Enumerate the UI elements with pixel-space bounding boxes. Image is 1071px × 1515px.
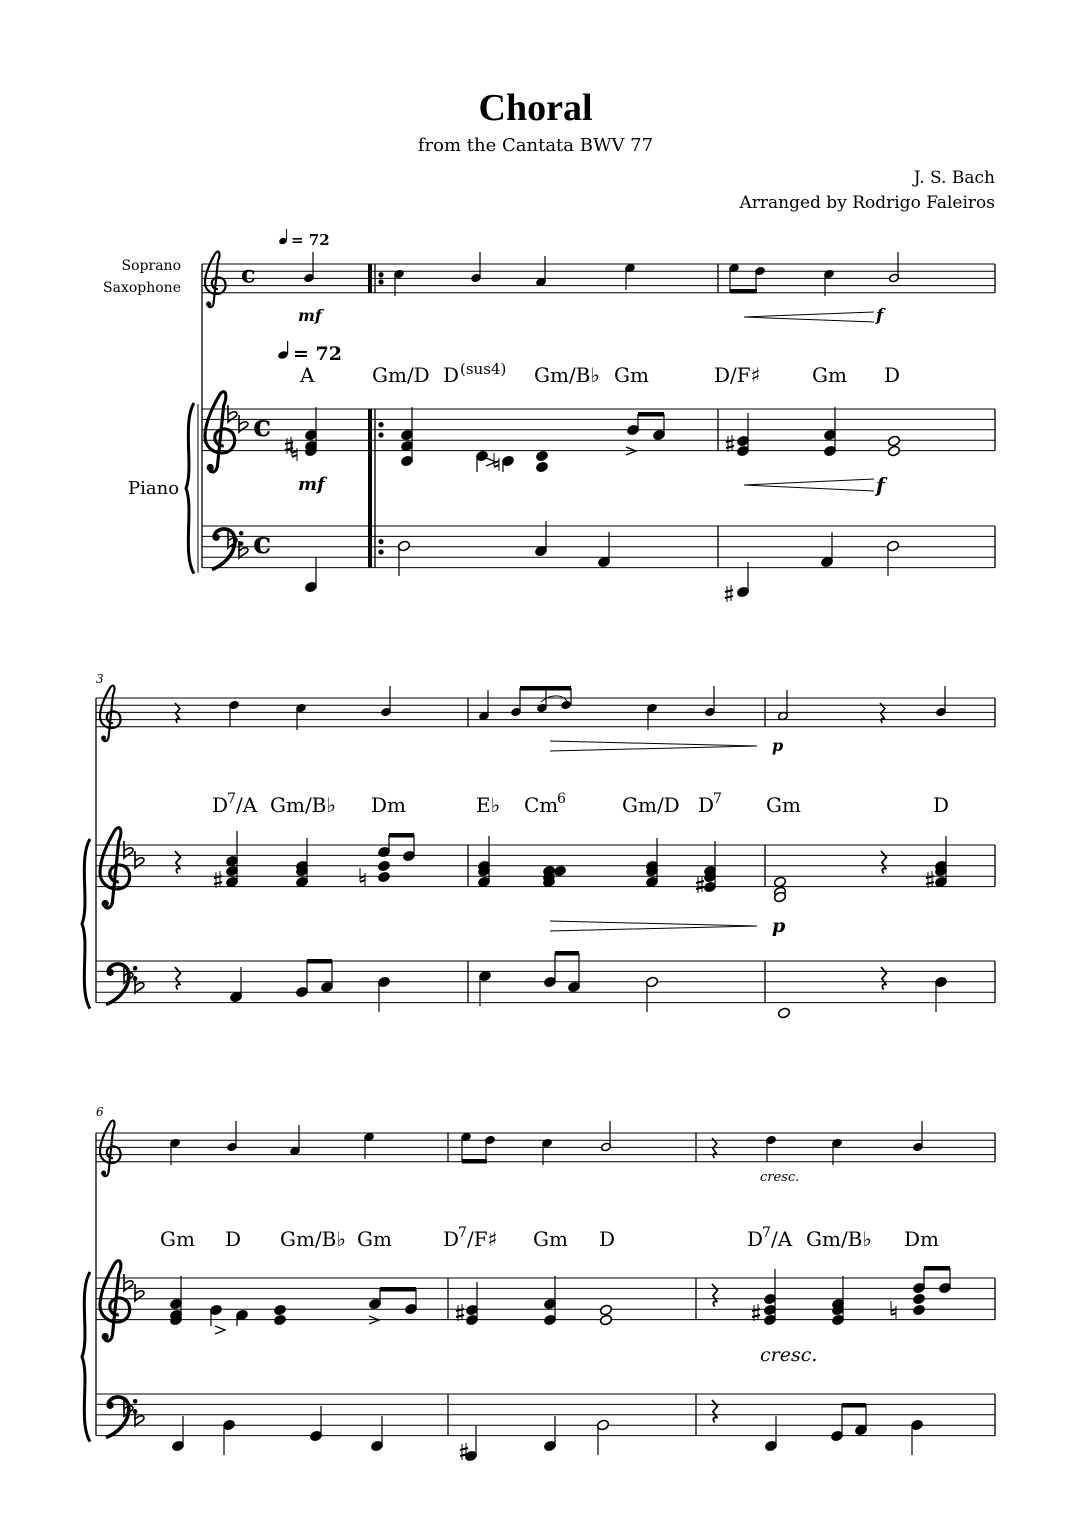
half-note-head <box>887 445 900 457</box>
chord-symbol-superscript: 7 <box>458 1225 467 1241</box>
treble-clef <box>100 1121 121 1177</box>
bass-clef <box>106 1397 137 1438</box>
title: Choral <box>478 87 593 129</box>
chord-symbol: D <box>212 793 229 817</box>
beam <box>638 412 664 417</box>
piano-brace <box>186 403 194 574</box>
crescendo-hairpin <box>744 312 874 322</box>
arranger: Arranged by Rodrigo Faleiros <box>739 193 995 213</box>
beam <box>462 1159 487 1164</box>
note-head <box>553 865 566 877</box>
chord-symbol: Dm <box>904 1227 939 1251</box>
bass-clef-dot <box>133 966 138 971</box>
chord-symbol: D <box>747 1227 764 1251</box>
note-head <box>377 860 390 872</box>
chord-symbol: Gm <box>766 793 801 817</box>
rest-path <box>175 851 180 874</box>
chord-symbol: /F♯ <box>467 1227 498 1251</box>
natural-sign <box>891 1301 896 1319</box>
chord-symbols-system-2 <box>212 791 949 817</box>
sharp-sign <box>726 435 734 452</box>
dynamic-cresc: cresc. <box>760 1344 818 1366</box>
piano-brace <box>82 839 90 1009</box>
natural-stroke <box>292 455 297 457</box>
subtitle: from the Cantata BWV 77 <box>417 135 654 156</box>
repeat-dot <box>379 433 383 437</box>
dynamic-p: p <box>772 736 784 755</box>
chord-symbol: Gm/B♭ <box>534 363 600 387</box>
chord-symbol: Cm <box>524 793 559 817</box>
common-time: c <box>241 259 256 289</box>
common-time: c <box>253 409 272 445</box>
treble-clef-dot <box>206 302 211 307</box>
note-head <box>273 1304 286 1316</box>
chord-symbol: D <box>933 793 950 817</box>
tempo-text-sax: = 72 <box>291 231 330 249</box>
beam <box>307 959 332 964</box>
sharp-stroke <box>725 596 733 598</box>
common-time: c <box>253 526 272 562</box>
note-head <box>377 871 390 883</box>
chord-symbol: Gm/B♭ <box>280 1227 346 1251</box>
notes <box>169 252 951 1462</box>
tempo-text-piano: = 72 <box>293 343 342 365</box>
chord-symbol: Dm <box>371 793 406 817</box>
sharp-sign <box>214 871 222 888</box>
bass-clef-dot <box>107 1402 114 1409</box>
chord-symbol: Gm/D <box>372 363 430 387</box>
piano-brace <box>82 1272 90 1442</box>
dynamic-f: f <box>876 306 884 326</box>
note-head <box>912 1293 925 1305</box>
instrument-label-sax-1: Soprano <box>121 258 181 274</box>
quarter-rest <box>712 1284 717 1307</box>
sharp-sign <box>696 876 704 893</box>
bass-clef-dot <box>107 969 114 976</box>
chord-symbol: D <box>225 1227 242 1251</box>
chord-symbol: /A <box>236 793 258 817</box>
natural-stroke <box>891 1313 896 1315</box>
chord-symbol: Gm <box>357 1227 392 1251</box>
repeat-dot <box>379 550 383 554</box>
beam <box>555 951 579 956</box>
note-head <box>912 1304 925 1316</box>
treble-clef-dot <box>207 464 214 471</box>
sharp-stroke <box>725 590 733 592</box>
treble-clef <box>205 252 226 308</box>
half-note-head <box>887 435 900 447</box>
chord-symbol-superscript: (sus4) <box>460 360 507 378</box>
chord-symbol-superscript: 7 <box>227 791 236 807</box>
quarter-rest <box>881 967 886 990</box>
dynamic-mf: mf <box>298 306 322 325</box>
composer: J. S. Bach <box>913 168 995 188</box>
treble-clef-path <box>205 252 226 308</box>
sharp-stroke <box>456 1315 464 1317</box>
accent-mark <box>215 1326 225 1334</box>
slur <box>541 696 567 702</box>
repeat-dot <box>379 423 383 427</box>
natural-sign <box>360 868 365 886</box>
rest-path <box>881 967 886 990</box>
note-head <box>535 461 548 473</box>
decrescendo-hairpin <box>550 741 757 751</box>
chord-symbol: Gm/B♭ <box>806 1227 872 1251</box>
chord-symbol: D <box>443 363 460 387</box>
natural-stroke <box>292 451 297 453</box>
beam <box>924 1266 950 1271</box>
sharp-sign <box>456 1304 464 1321</box>
chord-symbols-system-3 <box>160 1225 939 1251</box>
chord-symbol: Gm <box>160 1227 195 1251</box>
dynamic-cresc: cresc. <box>760 1170 800 1185</box>
chord-symbol: Gm <box>614 363 649 387</box>
bass-clef <box>106 964 137 1005</box>
beam <box>730 289 757 294</box>
sharp-stroke <box>696 881 704 883</box>
sharp-stroke <box>696 887 704 889</box>
half-note-head <box>599 1304 612 1316</box>
half-note-head <box>777 1007 790 1019</box>
chord-symbol-superscript: 7 <box>762 1225 771 1241</box>
half-note-head <box>599 1314 612 1326</box>
sharp-stroke <box>214 882 222 884</box>
sharp-sign <box>752 1304 760 1321</box>
chord-symbol: Gm/B♭ <box>270 793 336 817</box>
quarter-rest <box>175 967 180 990</box>
dynamic-p: p <box>772 915 786 937</box>
chord-symbol: Gm/D <box>622 793 680 817</box>
sharp-sign <box>926 871 934 888</box>
treble-clef-dot <box>102 900 109 907</box>
dynamic-mf: mf <box>298 474 325 495</box>
chord-symbol: A <box>300 363 315 387</box>
repeat-dot <box>379 273 383 277</box>
quarter-rest <box>175 851 180 874</box>
treble-clef-dot <box>101 736 106 741</box>
chord-symbol: E♭ <box>476 793 501 817</box>
beam <box>842 1403 866 1408</box>
rest-path <box>712 1400 717 1423</box>
natural-sign <box>292 443 297 461</box>
chord-symbol: D/F♯ <box>714 363 761 387</box>
bass-clef-dot <box>213 534 220 541</box>
note-head <box>561 700 572 709</box>
beam <box>380 1287 416 1292</box>
sharp-stroke <box>926 882 934 884</box>
rest-path <box>881 851 886 874</box>
chord-symbols-system-1 <box>299 360 900 387</box>
chord-symbol-superscript: 6 <box>557 791 566 807</box>
treble-clef <box>100 686 121 742</box>
treble-clef <box>100 1261 130 1341</box>
quarter-rest <box>712 1400 717 1423</box>
sharp-stroke <box>726 446 734 448</box>
treble-clef-path <box>205 392 235 472</box>
instrument-label-sax-2: Saxophone <box>103 280 181 296</box>
sharp-sign <box>725 585 733 602</box>
treble-clef <box>100 828 130 908</box>
instrument-label-piano: Piano <box>128 478 180 499</box>
tempo-marking-sax <box>278 229 329 249</box>
crescendo-hairpin <box>744 479 874 491</box>
beam <box>389 833 414 838</box>
repeat-dot <box>379 540 383 544</box>
measure-number-3: 3 <box>96 672 104 686</box>
treble-clef-dot <box>101 1171 106 1176</box>
treble-clef-path <box>100 1121 121 1177</box>
bass-clef-dot <box>239 531 244 536</box>
treble-clef-path <box>100 828 130 908</box>
tempo-marking-piano <box>277 341 342 365</box>
rest-path <box>175 967 180 990</box>
rest-path <box>712 1284 717 1307</box>
chord-symbol: D <box>698 793 715 817</box>
treble-clef <box>205 392 235 472</box>
repeat-dot <box>379 280 383 284</box>
bass-clef-dot <box>133 1399 138 1404</box>
chord-symbol: D <box>443 1227 460 1251</box>
chord-symbol: /A <box>771 1227 793 1251</box>
treble-clef-dot <box>102 1333 109 1340</box>
natural-stroke <box>494 465 499 467</box>
dynamics <box>298 306 888 937</box>
treble-clef-path <box>100 1261 130 1341</box>
decrescendo-hairpin <box>550 921 757 931</box>
natural-stroke <box>360 880 365 882</box>
note-head <box>273 1314 286 1326</box>
chord-symbol-superscript: 7 <box>713 791 722 807</box>
sharp-stroke <box>460 1448 468 1450</box>
staff-lines <box>96 264 995 1436</box>
measure-number-6: 6 <box>96 1105 104 1119</box>
note-head <box>535 450 548 462</box>
chord-symbol: D <box>599 1227 616 1251</box>
treble-clef-path <box>100 686 121 742</box>
dynamic-f: f <box>876 473 885 497</box>
chord-symbol: D <box>884 363 901 387</box>
hairpins <box>550 312 874 931</box>
chord-symbol: Gm <box>812 363 847 387</box>
quarter-rest <box>881 851 886 874</box>
sharp-stroke <box>752 1315 760 1317</box>
chord-symbol: Gm <box>533 1227 568 1251</box>
